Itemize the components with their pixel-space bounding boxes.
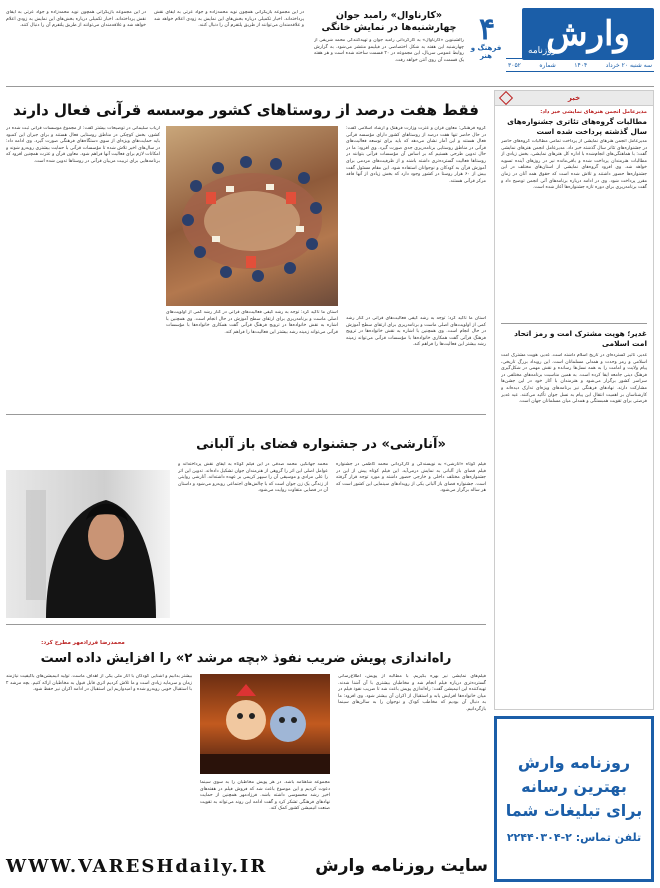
woman-portrait-illustration <box>6 470 170 618</box>
lead-story-body-right: گروه فرهنگی: معاون قرآن و عترت وزارت فرهنگ و ارشاد اسلامی گفت: در حال حاضر تنها هفت درصد از روستاهای کشور دارای مؤسسه قرآنی فعال هستند و این آمار نشان می‌دهد که باید برای توسعه فعالیت‌های قرآنی در مناطق روستایی برنامه‌ریزی جدی صورت گیرد. وی افزود: ما در حال تدوین طرحی هستیم که بر اساس آن مؤسسات قرآنی بتوانند در روستاها فعالیت گسترده‌تری داشته باشند و از ظرفیت‌های مردمی برای آموزش قرآن به کودکان و نوجوانان استفاده شود. این مقام مسئول گفت بیش از ۶۰ هزار روستا در کشور وجود دارد که بخش زیادی از آنها فاقد مرکز قرآنی هستند. <box>346 126 486 184</box>
animation-story-body-middle: مجموعه شاهنامه باشد. در هر پویش مخاطبان را به سوی سینما دعوت کردیم و این موضوع باعث شد که فروش فیلم در هفته‌های اخیر رشد محسوسی داشته باشد. فرزادمهر همچنین از حمایت نهادهای فرهنگی تشکر کرد و گفت ادامه این روند می‌تواند به تقویت صنعت انیمیشن کشور کمک کند. <box>200 780 330 812</box>
animation-story-kicker: محمدرضا فرزادمهر مطرح کرد: <box>41 640 125 646</box>
page-number: ۴ <box>478 12 496 47</box>
anarchy-story-body-left: محمد جهانگیر، محمد صدقی در این فیلم کوتاه به ایفای نقش پرداخته‌اند و عوامل اصلی این اثر را گروهی از هنرمندان جوان تشکیل داده‌اند. تدوین این اثر را علی مرادی و موسیقی آن را سپهر کریمی بر عهده داشته‌اند. آنارشی روایتی از زندگی یک زن جوان است که با چالش‌های اجتماعی روبه‌رو می‌شود و داستان آن در فضایی متفاوت روایت می‌شود. <box>178 462 328 494</box>
footer-url[interactable]: WWW.VARESHdaily.IR <box>6 855 268 877</box>
top-story-title: «کارناوال» رامبد جوان چهارشنبه‌ها در نمایش خانگی <box>321 10 457 33</box>
issue-label: شماره <box>539 61 556 69</box>
newspaper-logo <box>522 8 654 60</box>
lead-story-photo <box>166 126 338 306</box>
anarchy-story-photo <box>6 470 170 618</box>
advert-line-3: برای تبلیغات شما <box>505 801 643 820</box>
sidebar-item2-body: غدیر، تأثیر گسترده‌ای در تاریخ اسلام داشته است. غدیر، هویت مشترک امت اسلامی و رمز وحدت و همدلی مسلمانان است. این رویداد بزرگ تاریخی، پیام ولایت و امامت را به همه نسل‌ها رسانده و نقش مهمی در شکل‌گیری فرهنگ دینی جامعه ایفا کرده است. به همین مناسبت برنامه‌های مختلفی در سراسر کشور برگزار می‌شود و هنرمندان با آثار خود در این جشن‌ها مشارکت دارند. نهادهای فرهنگی نیز برنامه‌های ویژه‌ای تدارک دیده‌اند و کارشناسان بر اهمیت انتقال این پیام به نسل جوان تأکید می‌کنند. عید غدیر فرصتی برای تقویت همبستگی و همدلی میان مسلمانان جهان است. <box>501 353 647 405</box>
animation-story-body-right: فیلم‌های نمایشی نیز بهره بگیریم. با مطالبه از پویش، اطلاع‌رسانی گسترده‌تری درباره فیلم انجام شد و مخاطبان بیشتری با آن آشنا شدند. تهیه‌کننده این انیمیشن گفت: راه‌اندازی پویش باعث شد تا ضریب نفوذ فیلم در میان خانواده‌ها افزایش یابد و استقبال از اکران آن بیشتر شود. وی افزود: ما به دنبال آن بودیم که مخاطب کودک و نوجوان را به سالن‌های سینما بازگردانیم. <box>338 674 486 712</box>
section-title: فرهنگ و هنر <box>470 44 502 60</box>
top-story-body-3: در این مجموعه بازیگرانی همچون نوید محمدزاده و جواد عزتی به ایفای نقش پرداخته‌اند. اخبار تکمیلی درباره بخش‌های این نمایش به زودی اعلام خواهد شد و علاقه‌مندان می‌توانند از طریق پلتفرم آن را دنبال کنند. <box>6 10 146 29</box>
lead-story-body-right-cont: استان ما تاکید کرد: توجه به رشد کیفی فعالیت‌های قرآنی در کنار رشد کمی از اولویت‌های اصلی ماست و برنامه‌ریزی برای ارتقای سطح آموزش در حال انجام است. وی همچنین با اشاره به نقش خانواده‌ها در ترویج فرهنگ قرآنی گفت همکاری خانواده‌ها با مؤسسات قرآنی می‌تواند زمینه رشد بیشتر این فعالیت‌ها را فراهم کند. <box>346 316 486 348</box>
animation-story-body-left: بیشتر بدانیم و آشنایی کودکان با آثار ملی یکی از اهداف ماست. تولید انیمیشن‌های باکیفیت نیازمند زمان و سرمایه زیادی است و ما تلاش کردیم اثری قابل قبول به مخاطبان ارائه کنیم. بچه مرشد ۲ با استقبال خوبی روبه‌رو شده و امیدواریم این استقبال در ادامه اکران نیز حفظ شود. <box>6 674 192 693</box>
anarchy-story-body-right: فیلم کوتاه «آنارشی» به نویسندگی و کارگردانی محمد کاظمی در جشنواره فیلم فضای باز آلبانی به نمایش درمی‌آید. این فیلم کوتاه پیش از این در جشنواره‌های مختلف داخلی و خارجی حضور داشته و مورد توجه قرار گرفته است. جشنواره فضای باز آلبانی یکی از رویدادهای سینمایی این کشور است که هر ساله برگزار می‌شود. <box>336 462 486 494</box>
divider <box>6 624 486 625</box>
divider <box>501 323 647 324</box>
anarchy-story-title: «آنارشی» در جشنواره فضای باز آلبانی <box>196 437 446 452</box>
sidebar-header <box>495 91 653 106</box>
date-row <box>506 58 654 72</box>
advert-line-2: بهترین رسانه <box>521 777 627 796</box>
cartoon-characters-illustration <box>200 674 330 774</box>
logo-sub: روزنامه <box>528 46 556 56</box>
advert-line-1: روزنامه وارش <box>517 753 631 772</box>
advert-box <box>494 716 654 882</box>
sidebar-item1-title: مطالبات گروه‌های تئاتری جشنواره‌های سال گذشته پرداخت شده است <box>507 117 647 136</box>
sidebar-item1-kicker: مدیرعامل انجمن هنرهای نمایشی خبر داد: <box>540 109 647 115</box>
issue-number: ۳۰۵۲ <box>508 61 521 69</box>
divider <box>6 414 486 415</box>
lead-story-body-middle: استان ما تاکید کرد: توجه به رشد کیفی فعالیت‌های قرآنی در کنار رشد کمی از اولویت‌های اصلی ماست و برنامه‌ریزی برای ارتقای سطح آموزش در حال انجام است. وی همچنین با اشاره به نقش خانواده‌ها در ترویج فرهنگ قرآنی گفت همکاری خانواده‌ها با مؤسسات قرآنی می‌تواند زمینه رشد بیشتر این فعالیت‌ها را فراهم کند. <box>166 310 338 335</box>
sidebar-header-label: خبر <box>567 94 581 102</box>
sidebar-item1-body: مدیرعامل انجمن هنرهای نمایشی از پرداخت تمامی مطالبات گروه‌های حاضر در جشنواره‌های تئاتر سال گذشته خبر داد. مدیرعامل انجمن هنرهای نمایشی گفت: با هماهنگی‌های انجام‌شده با اداره کل هنرهای نمایشی، بخش زیادی از مطالبات هنرمندان پرداخت شده و باقی‌مانده نیز در روزهای آینده تسویه خواهد شد. وی افزود گروه‌های نمایشی از استان‌های مختلف در این جشنواره‌ها حضور داشتند و تلاش شده است که حقوق همه آنان در زمان مقرر پرداخت شود. وی در ادامه درباره برنامه‌های آتی انجمن توضیح داد و گفت برنامه‌ریزی برای دوره تازه جشنواره‌ها آغاز شده است. <box>501 139 647 191</box>
logo-text: وارش <box>546 14 630 54</box>
quran-class-illustration <box>166 126 338 306</box>
date-line: سه شنبه ۲۰ خرداد <box>605 61 652 69</box>
year: ۱۴۰۴ <box>574 61 588 69</box>
animation-poster <box>200 674 330 774</box>
diamond-icon <box>499 91 513 105</box>
top-story-body-2: در این مجموعه بازیگرانی همچون نوید محمدزاده و جواد عزتی به ایفای نقش پرداخته‌اند. اخبار تکمیلی درباره بخش‌های این نمایش به زودی اعلام خواهد شد و علاقه‌مندان می‌توانند از طریق پلتفرم آن را دنبال کنند. <box>154 10 304 29</box>
advert-phone: تلفن تماس: ۲-۲۲۴۴۰۳۰۴ <box>506 831 642 844</box>
lead-story-body-left: ارباب سلیمانی در توضیحات بیشتر گفت: از مجموع موسسات قرآنی ثبت شده در کشور، بخش کوچکی در مناطق روستایی فعال هستند و برای جبران این کمبود باید حمایت‌های ویژه‌ای از سوی دستگاه‌های فرهنگی صورت گیرد. وی ادامه داد: در سال‌های اخیر تلاش شده تا مؤسسات قرآنی با حمایت بیشتری روبه‌رو شوند و امکانات لازم برای فعالیت آنها فراهم شود. معاون قرآن و عترت همچنین افزود که برنامه‌هایی برای تربیت مربیان قرآنی در روستاها تدوین شده است. <box>6 126 160 164</box>
footer <box>6 850 488 882</box>
divider <box>6 86 654 87</box>
animation-story-title: راه‌اندازی پویش ضریب نفوذ «بچه مرشد ۲» را افزایش داده است <box>40 651 452 666</box>
lead-story-title: فقط هفت درصد از روستاهای کشور موسسه قرآنی فعال دارند <box>13 101 479 119</box>
footer-site-label: سایت روزنامه وارش <box>315 856 488 876</box>
news-sidebar <box>494 90 654 710</box>
top-story-body-1: رالشبنوین «کارناوال» به کارگردانی رامبد جوان و تهیه‌کنندگی محمد شریفی از چهارشنبه این هفته به شکل اختصاصی در فیلیمو منتشر می‌شود. به گزارش روابط عمومی سریال، این مجموعه در ۲۰ قسمت ساخته شده است و هر هفته یک قسمت آن روی آنتن خواهد رفت. <box>314 38 464 63</box>
sidebar-item2-title: غدیر؛ هویت مشترک امت و رمز اتحاد امت اسلامی <box>514 329 647 348</box>
